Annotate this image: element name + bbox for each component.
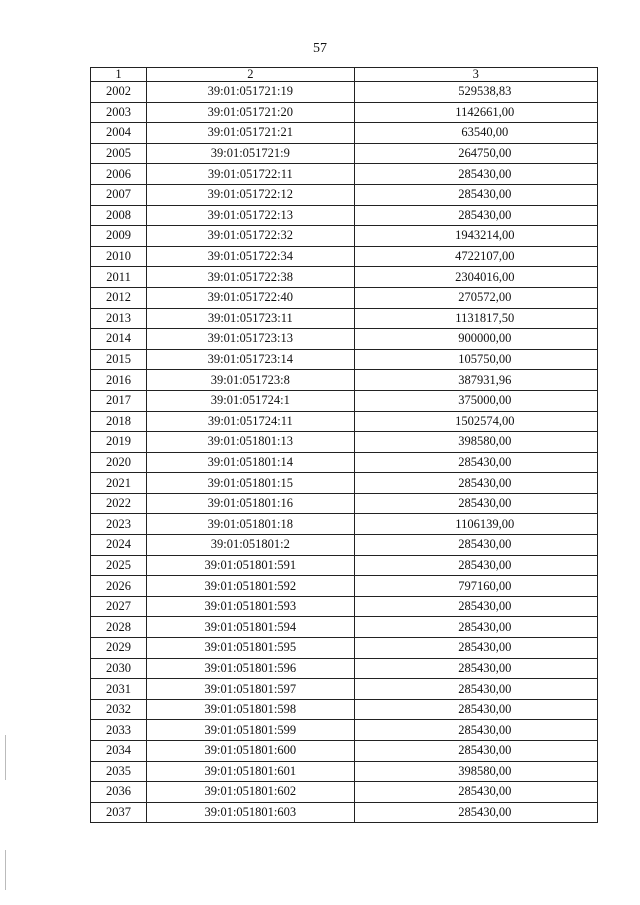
cadastral-value: 63540,00 bbox=[354, 123, 597, 144]
row-index: 2021 bbox=[91, 473, 147, 494]
table-row bbox=[91, 184, 598, 205]
cadastral-number: 39:01:051722:13 bbox=[147, 205, 354, 226]
row-index: 2003 bbox=[91, 102, 147, 123]
row-index: 2030 bbox=[91, 658, 147, 679]
row-index: 2008 bbox=[91, 205, 147, 226]
table-row bbox=[91, 699, 598, 720]
table-row bbox=[91, 102, 598, 123]
table-row bbox=[91, 246, 598, 267]
cadastral-value: 285430,00 bbox=[354, 535, 597, 556]
table-row bbox=[91, 679, 598, 700]
cadastral-number: 39:01:051801:594 bbox=[147, 617, 354, 638]
table-row bbox=[91, 267, 598, 288]
table-row bbox=[91, 432, 598, 453]
cadastral-value: 285430,00 bbox=[354, 638, 597, 659]
table-row bbox=[91, 308, 598, 329]
row-index: 2024 bbox=[91, 535, 147, 556]
table-row bbox=[91, 143, 598, 164]
cadastral-number: 39:01:051724:1 bbox=[147, 390, 354, 411]
row-index: 2004 bbox=[91, 123, 147, 144]
table-row bbox=[91, 535, 598, 556]
cadastral-number: 39:01:051723:13 bbox=[147, 329, 354, 350]
cadastral-value: 285430,00 bbox=[354, 493, 597, 514]
cadastral-value: 797160,00 bbox=[354, 576, 597, 597]
cadastral-number: 39:01:051723:8 bbox=[147, 370, 354, 391]
cadastral-value: 285430,00 bbox=[354, 164, 597, 185]
row-index: 2007 bbox=[91, 184, 147, 205]
cadastral-number: 39:01:051801:600 bbox=[147, 741, 354, 762]
cadastral-value: 285430,00 bbox=[354, 596, 597, 617]
row-index: 2033 bbox=[91, 720, 147, 741]
row-index: 2022 bbox=[91, 493, 147, 514]
column-header-3: 3 bbox=[354, 68, 597, 82]
cadastral-number: 39:01:051724:11 bbox=[147, 411, 354, 432]
cadastral-value: 285430,00 bbox=[354, 184, 597, 205]
row-index: 2011 bbox=[91, 267, 147, 288]
cadastral-value: 105750,00 bbox=[354, 349, 597, 370]
row-index: 2031 bbox=[91, 679, 147, 700]
cadastral-number: 39:01:051721:19 bbox=[147, 82, 354, 103]
cadastral-value: 1502574,00 bbox=[354, 411, 597, 432]
cadastral-number: 39:01:051801:602 bbox=[147, 782, 354, 803]
cadastral-value: 1131817,50 bbox=[354, 308, 597, 329]
cadastral-number: 39:01:051801:597 bbox=[147, 679, 354, 700]
margin-scan-mark bbox=[5, 850, 6, 890]
cadastral-value: 285430,00 bbox=[354, 205, 597, 226]
margin-scan-mark bbox=[5, 735, 6, 780]
cadastral-number: 39:01:051723:11 bbox=[147, 308, 354, 329]
cadastral-number: 39:01:051801:603 bbox=[147, 802, 354, 823]
table-row bbox=[91, 226, 598, 247]
column-header-1: 1 bbox=[91, 68, 147, 82]
cadastral-number: 39:01:051801:601 bbox=[147, 761, 354, 782]
row-index: 2027 bbox=[91, 596, 147, 617]
cadastral-value: 398580,00 bbox=[354, 761, 597, 782]
table-row bbox=[91, 596, 598, 617]
table-row bbox=[91, 638, 598, 659]
cadastral-value: 285430,00 bbox=[354, 699, 597, 720]
cadastral-value: 1943214,00 bbox=[354, 226, 597, 247]
cadastral-number: 39:01:051801:593 bbox=[147, 596, 354, 617]
table-row bbox=[91, 370, 598, 391]
table-row bbox=[91, 390, 598, 411]
row-index: 2032 bbox=[91, 699, 147, 720]
page-number: 57 bbox=[313, 41, 327, 56]
cadastral-number: 39:01:051801:596 bbox=[147, 658, 354, 679]
row-index: 2009 bbox=[91, 226, 147, 247]
row-index: 2020 bbox=[91, 452, 147, 473]
row-index: 2035 bbox=[91, 761, 147, 782]
cadastral-number: 39:01:051801:2 bbox=[147, 535, 354, 556]
cadastral-number: 39:01:051721:21 bbox=[147, 123, 354, 144]
cadastral-value: 398580,00 bbox=[354, 432, 597, 453]
row-index: 2023 bbox=[91, 514, 147, 535]
table-row bbox=[91, 617, 598, 638]
row-index: 2013 bbox=[91, 308, 147, 329]
cadastral-value: 285430,00 bbox=[354, 802, 597, 823]
cadastral-value: 285430,00 bbox=[354, 720, 597, 741]
cadastral-number: 39:01:051801:16 bbox=[147, 493, 354, 514]
table-row bbox=[91, 82, 598, 103]
cadastral-value: 529538,83 bbox=[354, 82, 597, 103]
row-index: 2037 bbox=[91, 802, 147, 823]
row-index: 2014 bbox=[91, 329, 147, 350]
table-row bbox=[91, 576, 598, 597]
row-index: 2015 bbox=[91, 349, 147, 370]
cadastral-number: 39:01:051801:13 bbox=[147, 432, 354, 453]
cadastral-number: 39:01:051801:595 bbox=[147, 638, 354, 659]
table-row bbox=[91, 123, 598, 144]
cadastral-value: 1142661,00 bbox=[354, 102, 597, 123]
table-row bbox=[91, 761, 598, 782]
table-row bbox=[91, 782, 598, 803]
row-index: 2019 bbox=[91, 432, 147, 453]
row-index: 2028 bbox=[91, 617, 147, 638]
cadastral-value: 285430,00 bbox=[354, 617, 597, 638]
cadastral-number: 39:01:051722:32 bbox=[147, 226, 354, 247]
cadastral-value: 900000,00 bbox=[354, 329, 597, 350]
row-index: 2036 bbox=[91, 782, 147, 803]
row-index: 2034 bbox=[91, 741, 147, 762]
table-row bbox=[91, 452, 598, 473]
cadastral-number: 39:01:051801:18 bbox=[147, 514, 354, 535]
cadastral-value: 285430,00 bbox=[354, 741, 597, 762]
cadastral-value: 285430,00 bbox=[354, 658, 597, 679]
row-index: 2006 bbox=[91, 164, 147, 185]
table-row bbox=[91, 493, 598, 514]
column-header-2: 2 bbox=[147, 68, 354, 82]
row-index: 2025 bbox=[91, 555, 147, 576]
cadastral-number: 39:01:051722:38 bbox=[147, 267, 354, 288]
table-header-row bbox=[91, 68, 598, 82]
cadastral-number: 39:01:051801:14 bbox=[147, 452, 354, 473]
cadastral-value: 285430,00 bbox=[354, 679, 597, 700]
table-row bbox=[91, 514, 598, 535]
table-row bbox=[91, 349, 598, 370]
cadastral-number: 39:01:051801:599 bbox=[147, 720, 354, 741]
cadastral-number: 39:01:051722:11 bbox=[147, 164, 354, 185]
table-row bbox=[91, 329, 598, 350]
cadastral-value: 270572,00 bbox=[354, 287, 597, 308]
cadastral-value: 1106139,00 bbox=[354, 514, 597, 535]
cadastral-value-table bbox=[90, 67, 598, 823]
cadastral-value: 285430,00 bbox=[354, 555, 597, 576]
cadastral-value: 4722107,00 bbox=[354, 246, 597, 267]
row-index: 2012 bbox=[91, 287, 147, 308]
cadastral-number: 39:01:051722:12 bbox=[147, 184, 354, 205]
cadastral-value: 2304016,00 bbox=[354, 267, 597, 288]
row-index: 2002 bbox=[91, 82, 147, 103]
row-index: 2017 bbox=[91, 390, 147, 411]
cadastral-value: 285430,00 bbox=[354, 473, 597, 494]
cadastral-number: 39:01:051721:9 bbox=[147, 143, 354, 164]
row-index: 2029 bbox=[91, 638, 147, 659]
cadastral-number: 39:01:051723:14 bbox=[147, 349, 354, 370]
cadastral-number: 39:01:051801:592 bbox=[147, 576, 354, 597]
table-row bbox=[91, 720, 598, 741]
row-index: 2026 bbox=[91, 576, 147, 597]
cadastral-number: 39:01:051801:591 bbox=[147, 555, 354, 576]
cadastral-number: 39:01:051801:15 bbox=[147, 473, 354, 494]
table-row bbox=[91, 473, 598, 494]
table-row bbox=[91, 658, 598, 679]
cadastral-value: 387931,96 bbox=[354, 370, 597, 391]
cadastral-number: 39:01:051721:20 bbox=[147, 102, 354, 123]
row-index: 2016 bbox=[91, 370, 147, 391]
table-row bbox=[91, 802, 598, 823]
row-index: 2010 bbox=[91, 246, 147, 267]
table-row bbox=[91, 164, 598, 185]
table-row bbox=[91, 411, 598, 432]
cadastral-number: 39:01:051722:34 bbox=[147, 246, 354, 267]
cadastral-value: 375000,00 bbox=[354, 390, 597, 411]
cadastral-value: 264750,00 bbox=[354, 143, 597, 164]
row-index: 2005 bbox=[91, 143, 147, 164]
cadastral-number: 39:01:051722:40 bbox=[147, 287, 354, 308]
cadastral-value: 285430,00 bbox=[354, 452, 597, 473]
table-row bbox=[91, 287, 598, 308]
cadastral-number: 39:01:051801:598 bbox=[147, 699, 354, 720]
table-row bbox=[91, 555, 598, 576]
row-index: 2018 bbox=[91, 411, 147, 432]
table-row bbox=[91, 741, 598, 762]
table-row bbox=[91, 205, 598, 226]
cadastral-value: 285430,00 bbox=[354, 782, 597, 803]
